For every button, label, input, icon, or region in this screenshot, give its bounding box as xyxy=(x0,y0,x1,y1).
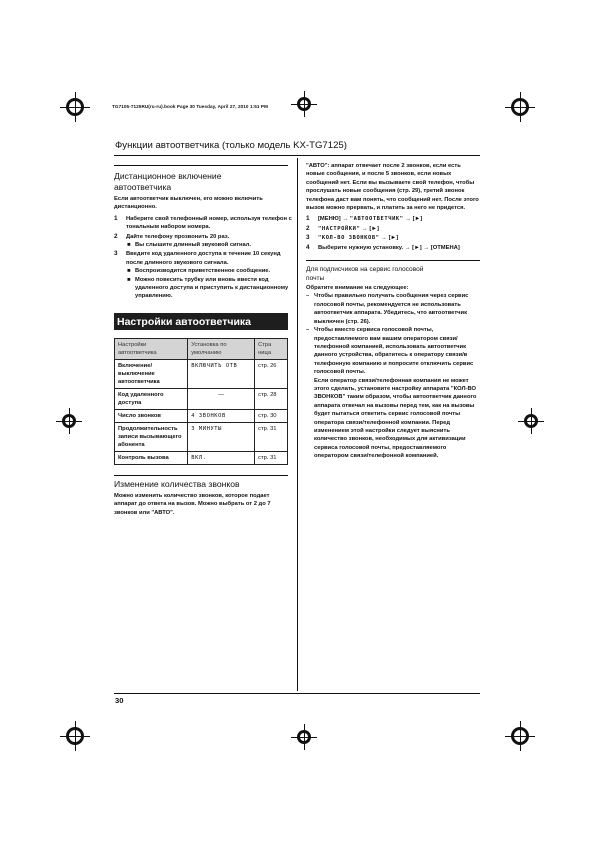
crop-mark-bl-icon xyxy=(60,721,90,751)
ring-step-4: 4 Выберите нужную установку. → [►] → [ОТМЕНА] xyxy=(306,243,460,251)
table-header-row: Настройки автоответчика Установка по умолчанию Стра ница xyxy=(115,338,288,359)
page-number: 30 xyxy=(115,696,124,705)
section-rule xyxy=(114,475,288,476)
settings-banner: Настройки автоответчика xyxy=(114,313,288,330)
crop-mark-tr-icon xyxy=(505,92,535,122)
voicemail-item-1: – Чтобы правильно получать сообщения через сервис голосовой почты, рекомендуется не использовать автоответчик аппарата. Убедитесь, что автоответчик выключен (стр. 26). xyxy=(306,293,469,325)
table-row: Включение/выключение автоответчика ВКЛЮЧИТЬ ОТВ стр. 26 xyxy=(115,359,288,388)
remote-step-3: 3 Введите код удаленного доступа в течение 10 секунд после длинного звукового сигнала. xyxy=(114,250,281,266)
auto-text: "АВТО": аппарат отвечает после 2 звонков, если есть новые сообщения, и после 5 звонков, если новых сообщений нет. Если вы вызываете свой телефон, чтобы прослушать новые сообщения (стр. 29), третий звонок телефона даст вам понять, что сообщений нет. После этого вызов можно прервать, и платить за него не придется. xyxy=(306,163,479,212)
left-column xyxy=(114,165,294,517)
column-divider xyxy=(297,158,298,691)
bullet-icon: ■ xyxy=(127,276,131,283)
remote-section-title: Дистанционное включение автоответчика xyxy=(114,171,222,192)
crop-mark-top-icon xyxy=(291,91,317,117)
crop-mark-br-icon xyxy=(505,721,535,751)
remote-step-3-sub-2: ■ Можно повесить трубку или вновь ввести код удаленного доступа и приступить к дистанционному управлению. xyxy=(127,276,289,300)
section-rule xyxy=(306,260,480,261)
voicemail-continuation: Если оператор связи/телефонная компания не может этого сделать, установите настройку аппарата "КОЛ-ВО ЗВОНКОВ" таким образом, чтобы автоответчик данного аппарата отвечал на вызовы перед тем, как на вызовы будет пытаться ответить сервис голосовой почты оператора связи/телефонной компании. Перед изменением этой настройки следует выяснить количество звонков, необходимых для активизации сервиса голосовой почты, предоставляемого оператором связи/телефонной компанией. xyxy=(314,377,477,460)
voicemail-title: Для подписчиков на сервис голосовой почты xyxy=(306,266,424,283)
ring-step-1: 1 [МЕНЮ] → "АВТООТВЕТЧИК" → [►] xyxy=(306,215,423,223)
ring-step-2: 2 "НАСТРОЙКИ" → [►] xyxy=(306,224,379,232)
ring-section-title: Изменение количества звонков xyxy=(114,478,240,489)
settings-table xyxy=(114,338,288,465)
right-column xyxy=(306,162,481,461)
page-header-title: Функции автоответчика (только модель KX-TG7125) xyxy=(115,140,347,151)
remote-step-2-sub: ■ Вы слышите длинный звуковой сигнал. xyxy=(127,242,252,249)
crop-mark-right-icon xyxy=(518,408,544,434)
slug-line: TG7105-7125RU(ru-ru).book Page 30 Tuesday, April 27, 2010 1:51 PM xyxy=(112,104,269,109)
remote-step-2: 2 Дайте телефону прозвонить 20 раз. xyxy=(114,232,230,240)
crop-mark-bottom-icon xyxy=(291,724,317,750)
remote-step-3-sub-1: ■ Воспроизводится приветственное сообщение. xyxy=(127,268,271,275)
ring-step-3: 3 "КОЛ-ВО ЗВОНКОВ" → [►] xyxy=(306,234,399,242)
crop-mark-tl-icon xyxy=(60,92,90,122)
voicemail-item-2: – Чтобы вместо сервиса голосовой почты, предоставляемого вам вашим оператором связи/телефонной компанией, использовать автоответчик данного устройства, обратитесь к оператору связи/в телефонную компанию и попросите отключить сервис голосовой почты. xyxy=(306,327,474,376)
voicemail-note: Обратите внимание на следующее: xyxy=(306,285,409,292)
table-row: Продолжительность записи вызывающего абонента 3 МИНУТЫ стр. 31 xyxy=(115,422,288,451)
header-rule xyxy=(114,155,480,156)
section-rule xyxy=(114,165,288,166)
remote-step-1: 1 Наберите свой телефонный номер, используя телефон с тональным набором номера. xyxy=(114,214,292,231)
ring-section-text: Можно изменить количество звонков, которое подает аппарат до ответа на вызов. Можно выбрать от 2 до 7 звонков или "АВТО". xyxy=(114,492,271,516)
footer-rule xyxy=(114,693,480,694)
table-row: Код удаленного доступа — стр. 28 xyxy=(115,388,288,409)
bullet-icon: ■ xyxy=(127,242,131,249)
bullet-icon: ■ xyxy=(127,268,131,275)
remote-intro: Если автоответчик выключен, его можно включить дистанционно. xyxy=(114,196,263,211)
crop-mark-left-icon xyxy=(56,408,82,434)
table-row: Число звонков 4 ЗВОНКОВ стр. 30 xyxy=(115,409,288,422)
table-row: Контроль вызова ВКЛ. стр. 31 xyxy=(115,451,288,464)
